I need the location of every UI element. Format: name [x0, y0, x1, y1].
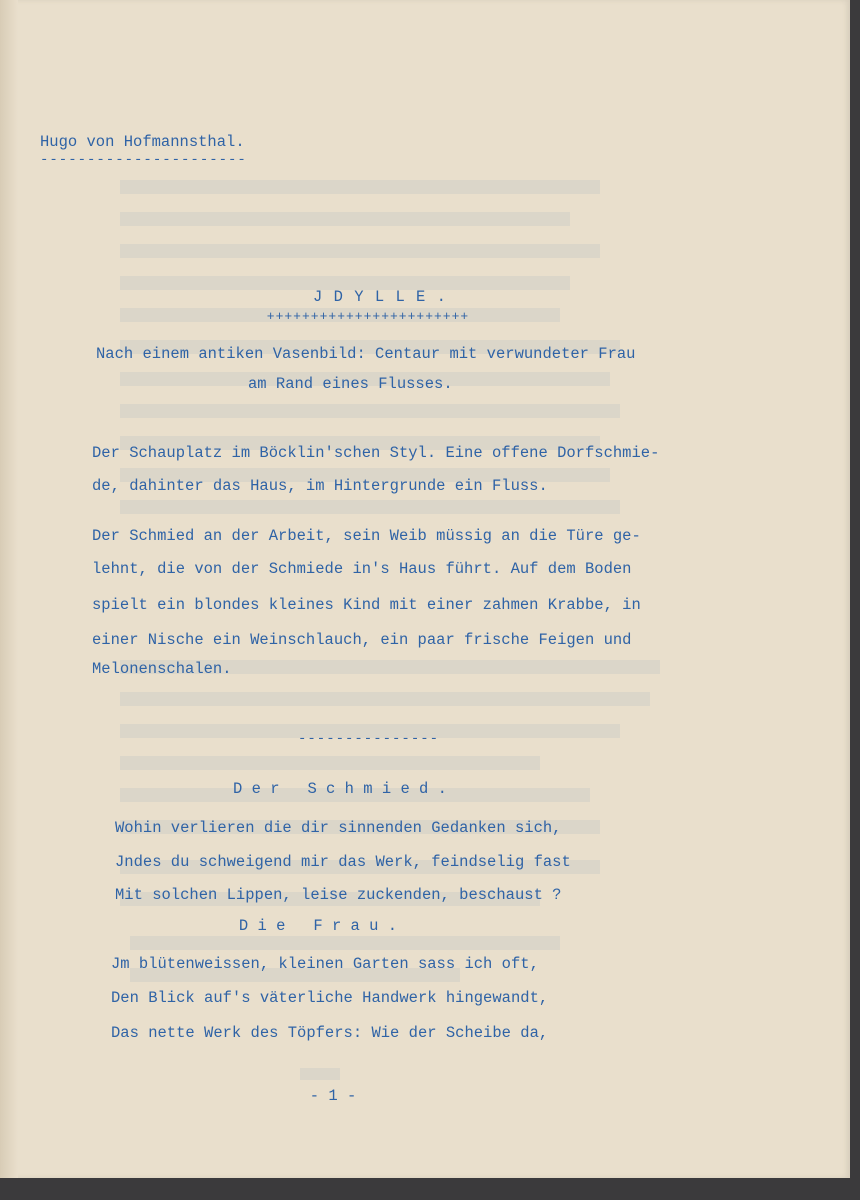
speaker-smith: D e r S c h m i e d .: [233, 780, 447, 798]
description-line-4: einer Nische ein Weinschlauch, ein paar frische Feigen und: [92, 631, 632, 649]
subtitle-line-2: am Rand eines Flusses.: [248, 375, 453, 393]
description-line-3: spielt ein blondes kleines Kind mit einer zahmen Krabbe, in: [92, 596, 641, 614]
smith-line-2: Jndes du schweigend mir das Werk, feindselig fast: [115, 853, 571, 871]
description-line-5: Melonenschalen.: [92, 660, 232, 678]
speaker-woman: D i e F r a u .: [238, 917, 398, 935]
section-separator: ---------------: [298, 731, 440, 747]
description-line-1: Der Schmied an der Arbeit, sein Weib müssig an die Türe ge-: [92, 527, 641, 545]
smith-line-3: Mit solchen Lippen, leise zuckenden, beschaust ?: [115, 886, 562, 904]
woman-line-3: Das nette Werk des Töpfers: Wie der Scheibe da,: [111, 1024, 549, 1042]
woman-line-1: Jm blütenweissen, kleinen Garten sass ich oft,: [111, 955, 539, 973]
woman-line-2: Den Blick auf's väterliche Handwerk hingewandt,: [111, 989, 549, 1007]
paper-fold-shadow: [0, 0, 18, 1178]
setting-line-1: Der Schauplatz im Böcklin'schen Styl. Eine offene Dorfschmie-: [92, 444, 660, 462]
play-title: J D Y L L E .: [313, 288, 447, 306]
description-line-2: lehnt, die von der Schmiede in's Haus führt. Auf dem Boden: [92, 560, 632, 578]
smith-line-1: Wohin verlieren die dir sinnenden Gedanken sich,: [115, 819, 562, 837]
subtitle-line-1: Nach einem antiken Vasenbild: Centaur mit verwundeter Frau: [96, 345, 636, 363]
setting-line-2: de, dahinter das Haus, im Hintergrunde ein Fluss.: [92, 477, 548, 495]
author-underline: ----------------------: [40, 152, 247, 168]
page-number: - 1 -: [309, 1087, 357, 1105]
title-underline: +++++++++++++++++++++++: [266, 309, 470, 324]
author-name: Hugo von Hofmannsthal.: [40, 133, 245, 151]
